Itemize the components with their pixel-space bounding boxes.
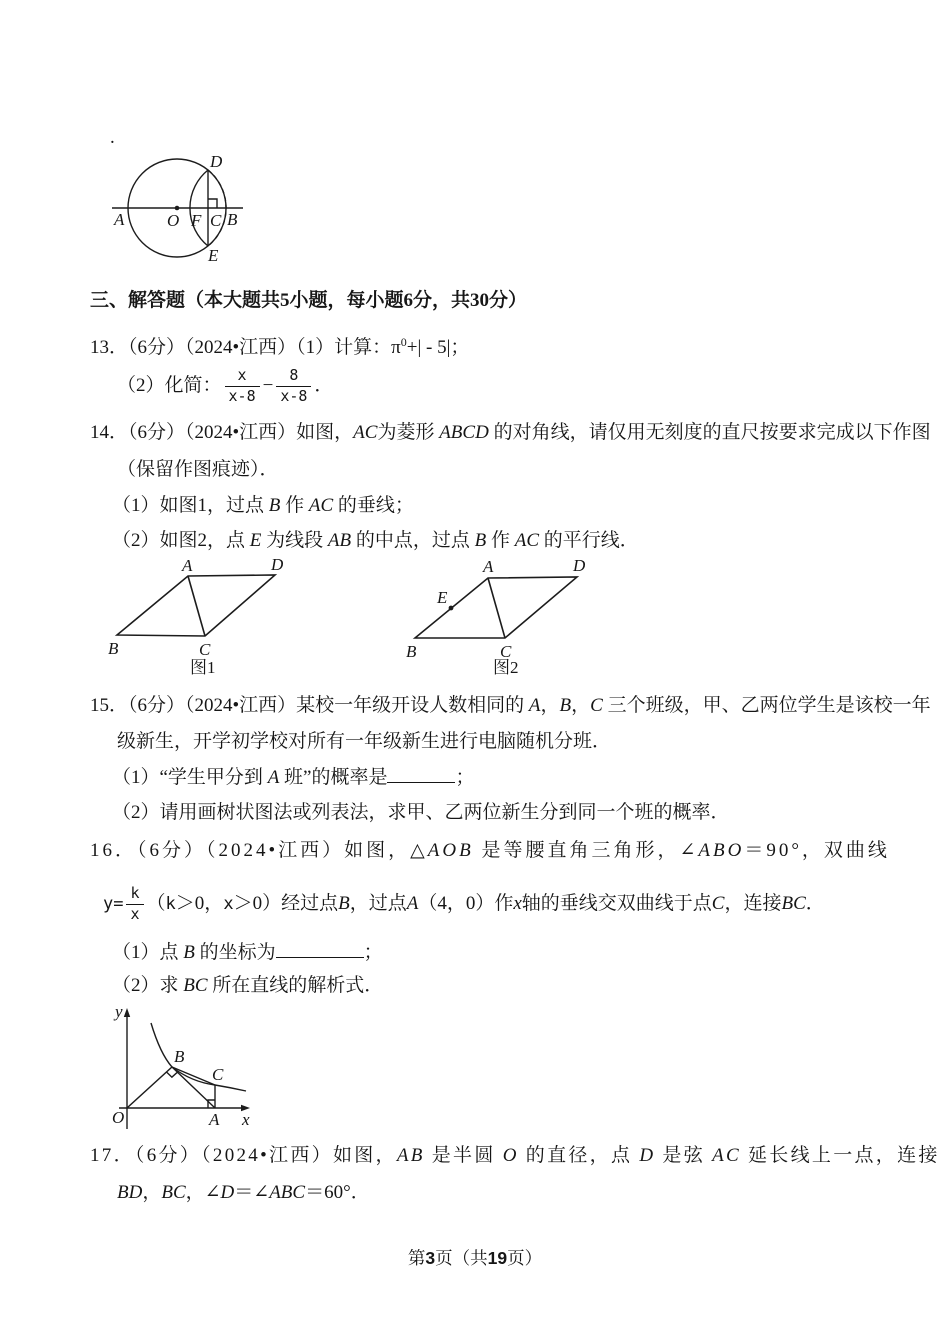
label-O: O bbox=[112, 1108, 125, 1127]
rhombus-figure-1 bbox=[100, 556, 310, 680]
right-angle-mark-B bbox=[167, 1072, 178, 1077]
label-E: E bbox=[208, 246, 219, 265]
q15-item1: （1）“学生甲分到 A 班”的概率是 ； bbox=[112, 767, 475, 788]
diagonal-AC bbox=[188, 576, 205, 636]
label-C: C bbox=[210, 211, 222, 230]
q16-item2: （2）求 BC 所在直线的解析式． bbox=[112, 975, 384, 996]
circle-fold-figure bbox=[95, 133, 265, 273]
label-E: E bbox=[437, 588, 448, 607]
label-B: B bbox=[174, 1047, 185, 1066]
hyperbola-graph bbox=[105, 1001, 260, 1141]
q14-line2: （保留作图痕迹）． bbox=[117, 459, 279, 480]
rhombus-figure-2 bbox=[400, 556, 610, 680]
center-dot-O bbox=[175, 206, 180, 211]
figure1-caption: 图1 bbox=[190, 658, 216, 677]
label-C: C bbox=[212, 1065, 224, 1084]
section-header: 三、解答题（本大题共5小题，每小题6分，共30分） bbox=[90, 290, 528, 311]
label-C: C bbox=[500, 642, 512, 661]
label-D: D bbox=[573, 556, 586, 575]
segment-BC bbox=[172, 1067, 215, 1085]
label-B: B bbox=[108, 639, 119, 658]
label-F: F bbox=[191, 211, 202, 230]
q15-line2: 级新生，开学初学校对所有一年级新生进行电脑随机分班． bbox=[117, 731, 612, 752]
q14-item1: （1）如图1，过点 B 作 AC 的垂线； bbox=[112, 495, 414, 516]
label-D: D bbox=[271, 556, 284, 574]
q14-line1: 14．（6分）（2024•江西）如图，AC为菱形 ABCD 的对角线，请仅用无刻度的直尺按要求完成以下作图 bbox=[90, 422, 931, 443]
q16-item1: （1）点 B 的坐标为 ； bbox=[112, 942, 383, 963]
label-C: C bbox=[199, 640, 211, 659]
label-A: A bbox=[114, 210, 125, 229]
stray-period: . bbox=[110, 127, 115, 148]
label-y: y bbox=[115, 1002, 123, 1021]
label-B: B bbox=[227, 210, 238, 229]
midpoint-E-dot bbox=[449, 606, 454, 611]
label-x: x bbox=[242, 1110, 250, 1129]
right-angle-mark-C bbox=[208, 199, 217, 208]
y-axis-arrow bbox=[124, 1008, 130, 1017]
label-B: B bbox=[406, 642, 417, 661]
q14-item2: （2）如图2，点 E 为线段 AB 的中点，过点 B 作 AC 的平行线． bbox=[112, 530, 639, 551]
q17-line1: 17．（6分）（2024•江西）如图，AB 是半圆 O 的直径，点 D 是弦 AC 延长线上一点，连接 bbox=[90, 1145, 940, 1166]
q16-formula-line: y= $\frac{k}{x}$ （ k ＞ 0， x ＞ 0）经过点 B ，过点 A （4，0）作 x 轴的垂线交双曲线于点 C ，连接 BC ． bbox=[103, 884, 825, 923]
label-A: A bbox=[483, 557, 494, 576]
label-A: A bbox=[182, 556, 193, 575]
label-O: O bbox=[167, 211, 180, 230]
q13-line1: 13．（6分）（2024•江西）（1）计算：$\pi^0+| - 5|$； bbox=[90, 335, 470, 358]
q15-line1: 15．（6分）（2024•江西）某校一年级开设人数相同的 A，B，C 三个班级，甲、乙两位学生是该校一年 bbox=[90, 695, 931, 716]
page-footer: 第3页（共19页） bbox=[407, 1248, 543, 1268]
q15-item2: （2）请用画树状图法或列表法，求甲、乙两位新生分到同一个班的概率． bbox=[112, 802, 730, 823]
q16-line1: 16．（6分）（2024•江西）如图，△AOB 是等腰直角三角形，∠ABO＝90°，双曲线 bbox=[90, 840, 890, 861]
label-D: D bbox=[210, 152, 223, 171]
diagonal-AC bbox=[488, 578, 505, 638]
label-A: A bbox=[209, 1110, 220, 1129]
hyperbola-curve bbox=[151, 1023, 246, 1091]
triangle-OBA bbox=[127, 1067, 215, 1108]
q13-line2: （2）化简： $\frac{x}{x-8}$ − $\frac{8}{x-8}$ ． bbox=[117, 366, 334, 405]
figure2-caption: 图2 bbox=[493, 658, 519, 677]
q17-line2: BD，BC，∠D＝∠ABC＝60°． bbox=[117, 1182, 370, 1203]
